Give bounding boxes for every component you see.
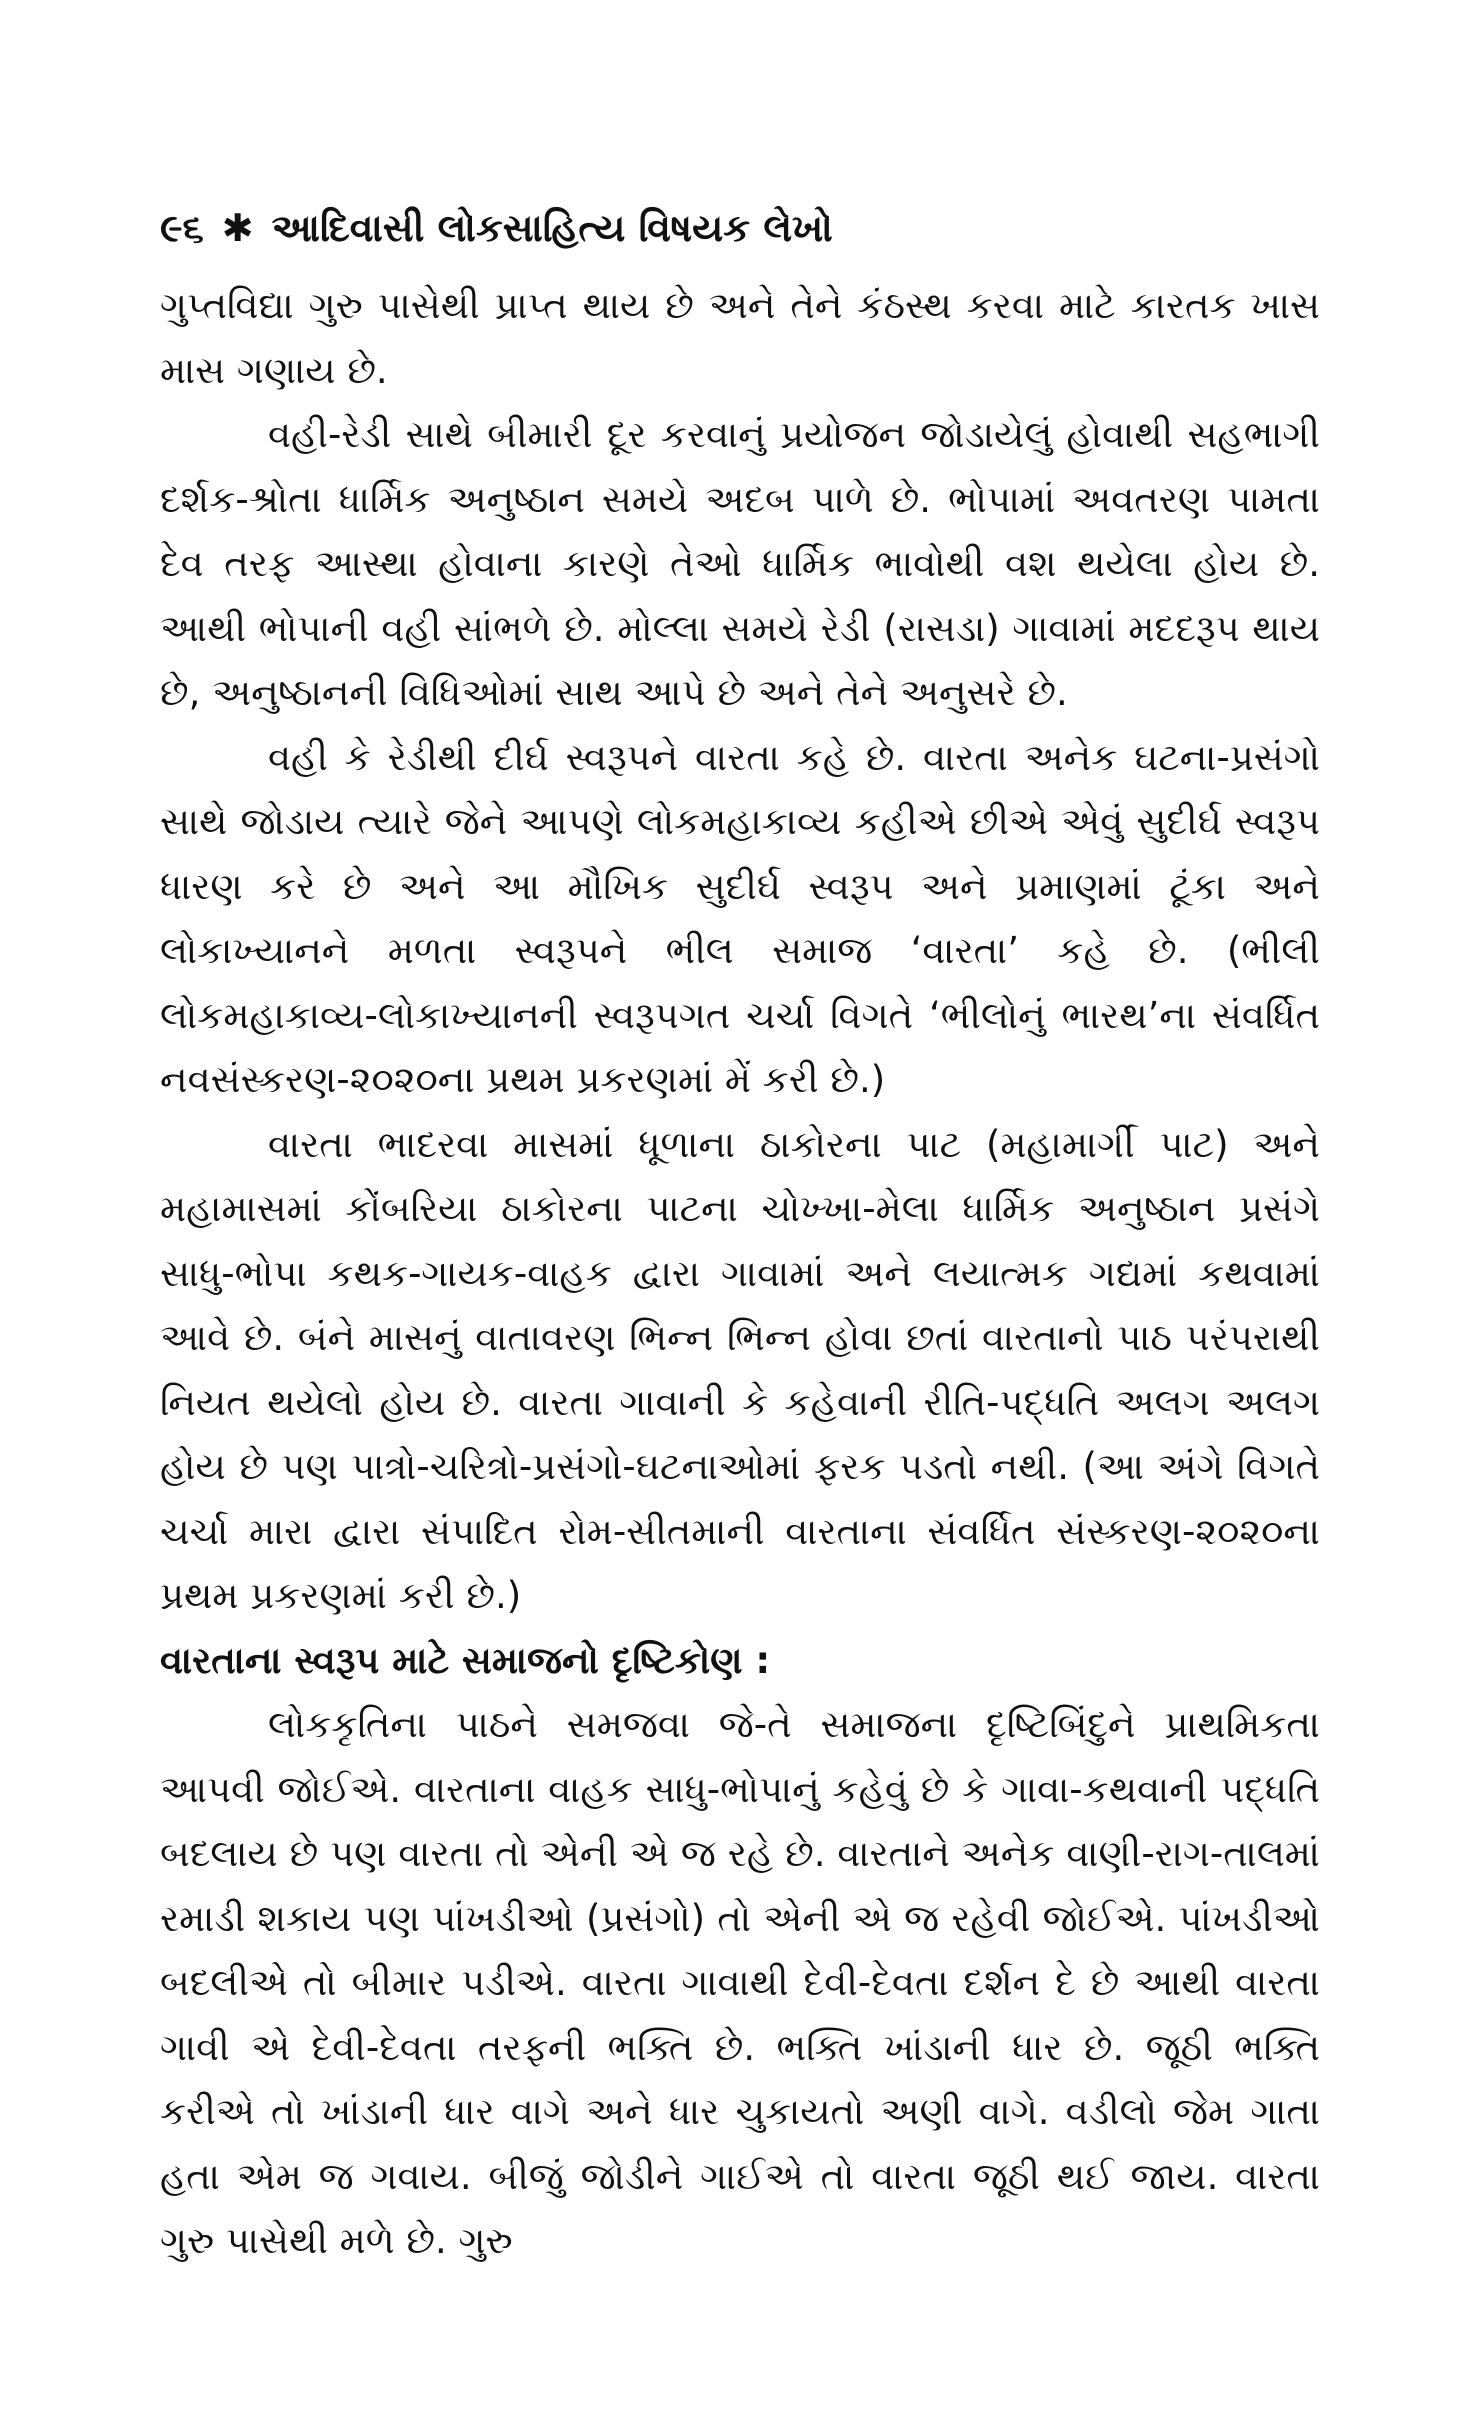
running-head	[160, 200, 1320, 256]
section-heading: વારતાના સ્વરૂપ માટે સમાજનો દૃષ્ટિકોણ :	[160, 1638, 771, 1682]
book-title: આદિવાસી લોકસાહિત્ય વિષયક લેખો	[271, 206, 833, 250]
page-number: ૯૬	[160, 206, 204, 250]
book-page	[160, 200, 1320, 2274]
paragraph-continuation: ગુપ્તવિદ્યા ગુરુ પાસેથી પ્રાપ્ત થાય છે અને તેને કંઠસ્થ કરવા માટે કારતક ખાસ માસ ગણાય છે.	[160, 284, 1320, 392]
paragraph-varta-performance: વારતા ભાદરવા માસમાં ધૂળાના ઠાકોરના પાટ (મહામાર્ગી પાટ) અને મહામાસમાં કોંબરિયા ઠાકોરના પાટના ચોખ્ખા-મેલા ધાર્મિક અનુષ્ઠાન પ્રસંગે સાધુ-ભોપા કથક-ગાયક-વાહક દ્વારા ગાવામાં અને લયાત્મક ગદ્યમાં કથવામાં આવે છે. બંને માસનું વાતાવરણ ભિન્ન ભિન્ન હોવા છતાં વારતાનો પાઠ પરંપરાથી નિયત થયેલો હોય છે. વારતા ગાવાની કે કહેવાની રીતિ-પદ્ધતિ અલગ અલગ હોય છે પણ પાત્રો-ચરિત્રો-પ્રસંગો-ઘટનાઓમાં ફરક પડતો નથી. (આ અંગે વિગતે ચર્ચા મારા દ્વારા સંપાદિત રોમ-સીતમાની વારતાના સંવર્ધિત સંસ્કરણ-૨૦૨૦ના પ્રથમ પ્રકરણમાં કરી છે.)	[160, 1122, 1320, 1617]
paragraph-varta-form: વહી કે રેડીથી દીર્ઘ સ્વરૂપને વારતા કહે છે. વારતા અનેક ઘટના-પ્રસંગો સાથે જોડાય ત્યારે જેને આપણે લોકમહાકાવ્ય કહીએ છીએ એવું સુદીર્ઘ સ્વરૂપ ધારણ કરે છે અને આ મૌખિક સુદીર્ઘ સ્વરૂપ અને પ્રમાણમાં ટૂંકા અને લોકાખ્યાનને મળતા સ્વરૂપને ભીલ સમાજ ‘વારતા’ કહે છે. (ભીલી લોકમહાકાવ્ય-લોકાખ્યાનની સ્વરૂપગત ચર્ચા વિગતે ‘ભીલોનું ભારથ’ના સંવર્ધિત નવસંસ્કરણ-૨૦૨૦ના પ્રથમ પ્રકરણમાં મેં કરી છે.)	[160, 735, 1320, 1101]
paragraph-vahi-redi: વહી-રેડી સાથે બીમારી દૂર કરવાનું પ્રયોજન જોડાયેલું હોવાથી સહભાગી દર્શક-શ્રોતા ધાર્મિક અનુષ્ઠાન સમયે અદબ પાળે છે. ભોપામાં અવતરણ પામતા દેવ તરફ આસ્થા હોવાના કારણે તેઓ ધાર્મિક ભાવોથી વશ થયેલા હોય છે. આથી ભોપાની વહી સાંભળે છે. મોલ્લા સમયે રેડી (રાસડા) ગાવામાં મદદરૂપ થાય છે, અનુષ્ઠાનની વિધિઓમાં સાથ આપે છે અને તેને અનુસરે છે.	[160, 413, 1320, 714]
paragraph-society-viewpoint: લોકકૃતિના પાઠને સમજવા જે-તે સમાજના દૃષ્ટિબિંદુને પ્રાથમિકતા આપવી જોઈએ. વારતાના વાહક સાધુ-ભોપાનું કહેવું છે કે ગાવા-કથવાની પદ્ધતિ બદલાય છે પણ વારતા તો એની એ જ રહે છે. વારતાને અનેક વાણી-રાગ-તાલમાં રમાડી શકાય પણ પાંખડીઓ (પ્રસંગો) તો એની એ જ રહેવી જોઈએ. પાંખડીઓ બદલીએ તો બીમાર પડીએ. વારતા ગાવાથી દેવી-દેવતા દર્શન દે છે આથી વારતા ગાવી એ દેવી-દેવતા તરફની ભક્તિ છે. ભક્તિ ખાંડાની ધાર છે. જૂઠી ભક્તિ કરીએ તો ખાંડાની ધાર વાગે અને ધાર ચુકાયતો અણી વાગે. વડીલો જેમ ગાતા હતા એમ જ ગવાય. બીજું જોડીને ગાઈએ તો વારતા જૂઠી થઈ જાય. વારતા ગુરુ પાસેથી મળે છે. ગુરુ	[160, 1703, 1320, 2262]
asterisk-separator-icon: ✱	[221, 206, 254, 250]
